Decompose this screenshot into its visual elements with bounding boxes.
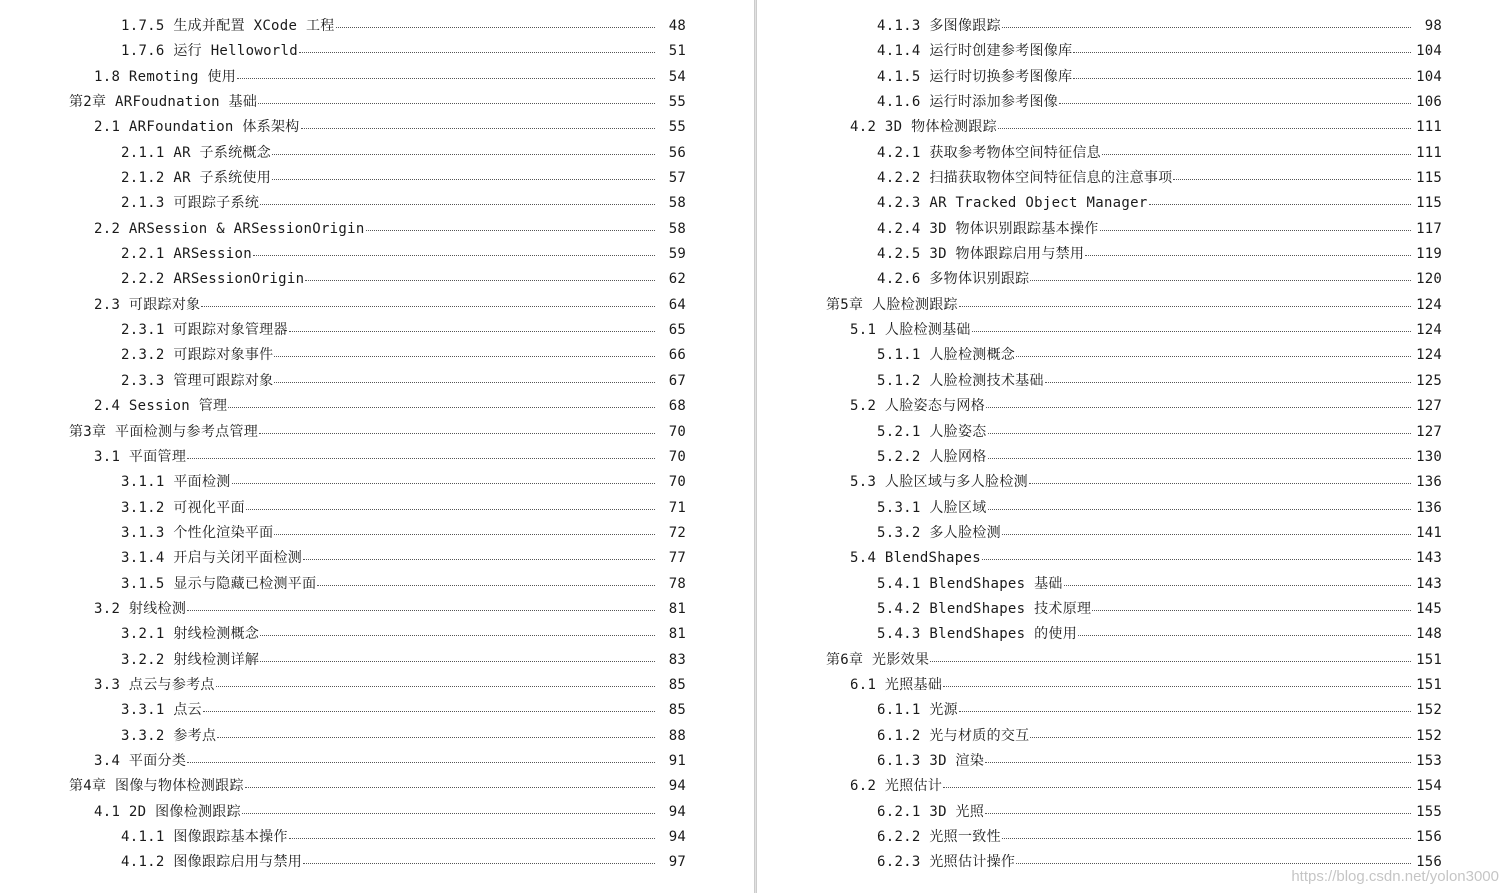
toc-entry-label: 6.2.1 3D 光照 bbox=[877, 803, 985, 820]
toc-entry[interactable] bbox=[757, 521, 1511, 546]
toc-entry-label: 4.1.3 多图像跟踪 bbox=[877, 18, 1001, 34]
toc-entry-page-number: 106 bbox=[1416, 94, 1442, 111]
dot-leader bbox=[242, 803, 655, 814]
dot-leader bbox=[274, 346, 655, 357]
toc-entry[interactable] bbox=[0, 318, 754, 343]
toc-entry[interactable] bbox=[757, 141, 1511, 166]
toc-entry[interactable] bbox=[757, 14, 1511, 39]
toc-entry-page-number: 56 bbox=[668, 144, 686, 161]
dot-leader bbox=[258, 93, 655, 104]
dot-leader bbox=[245, 777, 655, 788]
dot-leader bbox=[1092, 600, 1411, 611]
toc-entry-label: 2.1.2 AR 子系统使用 bbox=[121, 170, 272, 187]
toc-entry[interactable] bbox=[757, 622, 1511, 647]
toc-entry[interactable] bbox=[0, 267, 754, 292]
toc-entry[interactable] bbox=[757, 698, 1511, 723]
toc-entry-label: 5.3 人脸区域与多人脸检测 bbox=[850, 474, 1028, 491]
dot-leader bbox=[988, 423, 1411, 434]
toc-entry-page-number: 58 bbox=[668, 220, 686, 237]
toc-entry-page-number: 54 bbox=[668, 68, 686, 85]
toc-entry-label: 6.2.3 光照估计操作 bbox=[877, 854, 1016, 871]
toc-entry-page-number: 67 bbox=[668, 372, 686, 389]
toc-entry-page-number: 57 bbox=[668, 170, 686, 187]
toc-entry-page-number: 115 bbox=[1416, 195, 1442, 212]
toc-entry-label: 3.2 射线检测 bbox=[94, 600, 187, 617]
toc-entry-label: 6.2.2 光照一致性 bbox=[877, 829, 1001, 845]
dot-leader bbox=[303, 549, 655, 560]
toc-entry[interactable] bbox=[0, 774, 754, 799]
toc-entry-label: 2.1.3 可跟踪子系统 bbox=[121, 195, 260, 212]
dot-leader bbox=[959, 296, 1411, 307]
toc-entry-page-number: 71 bbox=[668, 499, 686, 516]
toc-entry[interactable] bbox=[0, 14, 754, 39]
toc-entry-page-number: 55 bbox=[668, 119, 686, 136]
dot-leader bbox=[299, 42, 655, 53]
dot-leader bbox=[986, 397, 1411, 408]
dot-leader bbox=[1059, 93, 1411, 104]
toc-entry[interactable] bbox=[757, 420, 1511, 445]
toc-entry[interactable] bbox=[0, 445, 754, 470]
toc-entry[interactable] bbox=[0, 850, 754, 875]
toc-entry-page-number: 143 bbox=[1416, 550, 1442, 567]
toc-entry-label: 4.1.5 运行时切换参考图像库 bbox=[877, 68, 1073, 85]
toc-entry[interactable] bbox=[0, 65, 754, 90]
toc-entry-page-number: 117 bbox=[1416, 220, 1442, 237]
toc-entry-label: 5.4 BlendShapes bbox=[850, 550, 981, 567]
dot-leader bbox=[301, 118, 655, 129]
toc-entry-label: 6.1.2 光与材质的交互 bbox=[877, 727, 1030, 744]
dot-leader bbox=[289, 828, 655, 839]
toc-entry[interactable] bbox=[0, 369, 754, 394]
toc-entry-page-number: 151 bbox=[1416, 651, 1442, 668]
toc-entry-label: 第4章 图像与物体检测跟踪 bbox=[69, 778, 244, 795]
toc-entry[interactable] bbox=[0, 496, 754, 521]
toc-entry-page-number: 62 bbox=[668, 271, 686, 288]
dot-leader bbox=[1002, 828, 1411, 839]
toc-entry[interactable] bbox=[757, 673, 1511, 698]
toc-entry-label: 2.4 Session 管理 bbox=[94, 398, 228, 415]
dot-leader bbox=[985, 752, 1411, 763]
toc-entry-page-number: 68 bbox=[668, 398, 686, 415]
dot-leader bbox=[930, 651, 1411, 662]
toc-entry-label: 2.2 ARSession & ARSessionOrigin bbox=[94, 220, 365, 237]
toc-entry[interactable] bbox=[757, 65, 1511, 90]
toc-entry-page-number: 94 bbox=[668, 829, 686, 845]
toc-entry[interactable] bbox=[757, 191, 1511, 216]
toc-entry[interactable] bbox=[757, 800, 1511, 825]
toc-entry-page-number: 153 bbox=[1416, 752, 1442, 769]
dot-leader bbox=[998, 118, 1411, 129]
toc-entry[interactable] bbox=[757, 318, 1511, 343]
toc-entry[interactable] bbox=[757, 724, 1511, 749]
dot-leader bbox=[982, 549, 1411, 560]
toc-entry-label: 2.3.3 管理可跟踪对象 bbox=[121, 372, 274, 389]
dot-leader bbox=[187, 752, 655, 763]
toc-entry[interactable] bbox=[0, 39, 754, 64]
dot-leader bbox=[972, 321, 1411, 332]
toc-entry-label: 3.3 点云与参考点 bbox=[94, 676, 215, 693]
toc-entry[interactable] bbox=[757, 242, 1511, 267]
toc-entry-page-number: 78 bbox=[668, 575, 686, 592]
toc-entry-page-number: 136 bbox=[1416, 474, 1442, 491]
toc-entry-label: 5.4.2 BlendShapes 技术原理 bbox=[877, 600, 1092, 617]
toc-entry-page-number: 124 bbox=[1416, 347, 1442, 364]
dot-leader bbox=[260, 651, 655, 662]
toc-entry-label: 5.1.2 人脸检测技术基础 bbox=[877, 372, 1044, 389]
toc-entry[interactable] bbox=[0, 470, 754, 495]
toc-entry[interactable] bbox=[0, 724, 754, 749]
toc-entry[interactable] bbox=[0, 622, 754, 647]
toc-entry-label: 4.2.5 3D 物体跟踪启用与禁用 bbox=[877, 246, 1085, 263]
toc-entry[interactable] bbox=[757, 115, 1511, 140]
dot-leader bbox=[305, 270, 655, 281]
dot-leader bbox=[988, 499, 1411, 510]
dot-leader bbox=[1100, 220, 1411, 231]
toc-entry-label: 6.1.3 3D 渲染 bbox=[877, 752, 985, 769]
dot-leader bbox=[1173, 169, 1411, 180]
toc-entry-label: 4.2.6 多物体识别跟踪 bbox=[877, 271, 1030, 288]
toc-entry-page-number: 70 bbox=[668, 448, 686, 465]
toc-entry-page-number: 59 bbox=[668, 246, 686, 263]
toc-entry[interactable] bbox=[0, 115, 754, 140]
toc-entry-page-number: 143 bbox=[1416, 575, 1442, 592]
toc-entry-label: 3.1.2 可视化平面 bbox=[121, 499, 245, 516]
toc-entry-page-number: 111 bbox=[1416, 144, 1442, 161]
toc-entry-page-number: 64 bbox=[668, 296, 686, 313]
toc-entry-label: 3.1.5 显示与隐藏已检测平面 bbox=[121, 575, 317, 592]
dot-leader bbox=[959, 701, 1411, 712]
toc-entry[interactable] bbox=[0, 825, 754, 850]
dot-leader bbox=[1002, 17, 1411, 28]
toc-entry[interactable] bbox=[0, 546, 754, 571]
dot-leader bbox=[1073, 42, 1411, 53]
toc-entry-page-number: 156 bbox=[1416, 854, 1442, 871]
toc-entry-label: 第2章 ARFoudnation 基础 bbox=[69, 94, 258, 111]
toc-entry-page-number: 81 bbox=[668, 626, 686, 643]
toc-entry-label: 5.1 人脸检测基础 bbox=[850, 322, 971, 339]
toc-entry-page-number: 130 bbox=[1416, 448, 1442, 465]
toc-entry-label: 6.2 光照估计 bbox=[850, 778, 943, 795]
toc-entry-page-number: 156 bbox=[1416, 829, 1442, 845]
toc-page-left bbox=[0, 0, 754, 893]
toc-entry-page-number: 115 bbox=[1416, 170, 1442, 187]
dot-leader bbox=[1030, 270, 1411, 281]
toc-page-right bbox=[757, 0, 1511, 893]
toc-entry[interactable] bbox=[0, 90, 754, 115]
dot-leader bbox=[201, 296, 655, 307]
toc-entry-label: 3.3.2 参考点 bbox=[121, 727, 217, 744]
dot-leader bbox=[187, 448, 655, 459]
toc-entry-label: 6.1.1 光源 bbox=[877, 702, 958, 719]
dot-leader bbox=[336, 17, 655, 28]
dot-leader bbox=[274, 524, 655, 535]
toc-entry[interactable] bbox=[757, 470, 1511, 495]
toc-entry[interactable] bbox=[0, 293, 754, 318]
toc-entry[interactable] bbox=[0, 648, 754, 673]
toc-entry-label: 3.1.4 开启与关闭平面检测 bbox=[121, 550, 303, 567]
toc-entry-label: 4.2.2 扫描获取物体空间特征信息的注意事项 bbox=[877, 170, 1173, 187]
toc-entry[interactable] bbox=[757, 166, 1511, 191]
dot-leader bbox=[985, 803, 1411, 814]
toc-entry[interactable] bbox=[757, 546, 1511, 571]
toc-entry-label: 4.2.4 3D 物体识别跟踪基本操作 bbox=[877, 220, 1099, 237]
toc-entry-label: 第6章 光影效果 bbox=[826, 651, 930, 668]
toc-entry[interactable] bbox=[0, 141, 754, 166]
toc-entry-label: 3.3.1 点云 bbox=[121, 702, 202, 719]
toc-entry[interactable] bbox=[757, 648, 1511, 673]
dot-leader bbox=[272, 144, 655, 155]
dot-leader bbox=[1016, 346, 1411, 357]
dot-leader bbox=[1030, 727, 1411, 738]
dot-leader bbox=[1073, 68, 1411, 79]
toc-entry-page-number: 152 bbox=[1416, 702, 1442, 719]
toc-entry-page-number: 151 bbox=[1416, 676, 1442, 693]
dot-leader bbox=[272, 169, 655, 180]
dot-leader bbox=[260, 194, 655, 205]
toc-entry-page-number: 136 bbox=[1416, 499, 1442, 516]
toc-entry-label: 5.3.2 多人脸检测 bbox=[877, 524, 1001, 541]
toc-entry-label: 6.1 光照基础 bbox=[850, 676, 943, 693]
toc-entry[interactable] bbox=[0, 242, 754, 267]
dot-leader bbox=[259, 423, 655, 434]
toc-entry[interactable] bbox=[0, 698, 754, 723]
toc-entry-label: 3.2.1 射线检测概念 bbox=[121, 626, 260, 643]
toc-entry-page-number: 125 bbox=[1416, 372, 1442, 389]
dot-leader bbox=[246, 499, 655, 510]
toc-entry[interactable] bbox=[757, 369, 1511, 394]
toc-entry[interactable] bbox=[757, 217, 1511, 242]
toc-entry-page-number: 66 bbox=[668, 347, 686, 364]
toc-entry-label: 2.3.1 可跟踪对象管理器 bbox=[121, 322, 288, 339]
toc-entry-page-number: 72 bbox=[668, 524, 686, 541]
toc-entry[interactable] bbox=[757, 749, 1511, 774]
watermark: https://blog.csdn.net/yolon3000 bbox=[1291, 868, 1499, 885]
toc-entry-label: 5.4.1 BlendShapes 基础 bbox=[877, 575, 1063, 592]
toc-entry-page-number: 65 bbox=[668, 322, 686, 339]
toc-entry-page-number: 127 bbox=[1416, 423, 1442, 440]
toc-entry-page-number: 104 bbox=[1416, 43, 1442, 60]
toc-entry-label: 2.2.1 ARSession bbox=[121, 246, 252, 263]
toc-entry-page-number: 70 bbox=[668, 423, 686, 440]
toc-entry-label: 2.3 可跟踪对象 bbox=[94, 296, 201, 313]
toc-entry-label: 5.3.1 人脸区域 bbox=[877, 499, 987, 516]
toc-entry-label: 4.2.1 获取参考物体空间特征信息 bbox=[877, 144, 1101, 161]
dot-leader bbox=[317, 575, 655, 586]
toc-entry-label: 5.2.2 人脸网格 bbox=[877, 448, 987, 465]
dot-leader bbox=[232, 473, 655, 484]
toc-entry[interactable] bbox=[757, 572, 1511, 597]
toc-entry[interactable] bbox=[0, 800, 754, 825]
toc-entry[interactable] bbox=[757, 774, 1511, 799]
toc-entry-page-number: 145 bbox=[1416, 600, 1442, 617]
toc-entry-label: 4.2.3 AR Tracked Object Manager bbox=[877, 195, 1148, 212]
dot-leader bbox=[1102, 144, 1411, 155]
toc-entry-page-number: 104 bbox=[1416, 68, 1442, 85]
toc-entry[interactable] bbox=[0, 343, 754, 368]
toc-entry-label: 4.2 3D 物体检测跟踪 bbox=[850, 119, 997, 136]
toc-entry-label: 4.1.1 图像跟踪基本操作 bbox=[121, 829, 288, 845]
toc-entry[interactable] bbox=[0, 191, 754, 216]
toc-entry[interactable] bbox=[757, 293, 1511, 318]
toc-entry-page-number: 55 bbox=[668, 94, 686, 111]
toc-entry-page-number: 51 bbox=[668, 43, 686, 60]
toc-entry-label: 5.2.1 人脸姿态 bbox=[877, 423, 987, 440]
toc-entry-page-number: 124 bbox=[1416, 296, 1442, 313]
toc-entry-label: 3.2.2 射线检测详解 bbox=[121, 651, 260, 668]
dot-leader bbox=[1149, 194, 1411, 205]
toc-entry[interactable] bbox=[0, 166, 754, 191]
toc-entry-page-number: 85 bbox=[668, 702, 686, 719]
toc-entry-label: 第3章 平面检测与参考点管理 bbox=[69, 423, 259, 440]
toc-entry[interactable] bbox=[0, 673, 754, 698]
dot-leader bbox=[1078, 625, 1411, 636]
dot-leader bbox=[289, 321, 655, 332]
dot-leader bbox=[303, 853, 655, 864]
toc-entry-label: 3.1.1 平面检测 bbox=[121, 474, 231, 491]
toc-entry-page-number: 58 bbox=[668, 195, 686, 212]
dot-leader bbox=[1016, 853, 1411, 864]
toc-entry-page-number: 98 bbox=[1424, 18, 1442, 34]
dot-leader bbox=[943, 777, 1411, 788]
toc-entry-page-number: 94 bbox=[668, 778, 686, 795]
toc-entry[interactable] bbox=[0, 597, 754, 622]
toc-entry-page-number: 155 bbox=[1416, 803, 1442, 820]
toc-entry-page-number: 148 bbox=[1416, 626, 1442, 643]
toc-entry-label: 1.8 Remoting 使用 bbox=[94, 68, 237, 85]
toc-entry[interactable] bbox=[757, 597, 1511, 622]
dot-leader bbox=[203, 701, 655, 712]
toc-entry[interactable] bbox=[0, 217, 754, 242]
dot-leader bbox=[187, 600, 655, 611]
toc-entry[interactable] bbox=[0, 521, 754, 546]
toc-entry-page-number: 85 bbox=[668, 676, 686, 693]
toc-entry[interactable] bbox=[0, 420, 754, 445]
toc-entry-page-number: 70 bbox=[668, 474, 686, 491]
dot-leader bbox=[1029, 473, 1411, 484]
toc-entry[interactable] bbox=[757, 343, 1511, 368]
toc-entry-page-number: 120 bbox=[1416, 271, 1442, 288]
toc-entry-label: 3.1.3 个性化渲染平面 bbox=[121, 524, 274, 541]
toc-entry-label: 第5章 人脸检测跟踪 bbox=[826, 296, 958, 313]
toc-list-right bbox=[757, 14, 1511, 876]
toc-entry-page-number: 48 bbox=[668, 18, 686, 34]
toc-entry[interactable] bbox=[0, 394, 754, 419]
toc-entry-page-number: 94 bbox=[668, 803, 686, 820]
dot-leader bbox=[237, 68, 655, 79]
dot-leader bbox=[274, 372, 655, 383]
dot-leader bbox=[216, 676, 655, 687]
toc-entry[interactable] bbox=[757, 267, 1511, 292]
dot-leader bbox=[366, 220, 655, 231]
toc-entry-label: 3.4 平面分类 bbox=[94, 752, 187, 769]
toc-entry[interactable] bbox=[757, 825, 1511, 850]
toc-entry-label: 2.1 ARFoundation 体系架构 bbox=[94, 119, 300, 136]
toc-entry-label: 1.7.5 生成并配置 XCode 工程 bbox=[121, 18, 335, 34]
toc-entry-page-number: 77 bbox=[668, 550, 686, 567]
toc-entry[interactable] bbox=[757, 496, 1511, 521]
dot-leader bbox=[217, 727, 655, 738]
dot-leader bbox=[1045, 372, 1411, 383]
dot-leader bbox=[253, 245, 655, 256]
toc-entry-label: 4.1.4 运行时创建参考图像库 bbox=[877, 43, 1073, 60]
toc-entry[interactable] bbox=[757, 39, 1511, 64]
toc-entry-page-number: 88 bbox=[668, 727, 686, 744]
toc-entry-label: 5.2 人脸姿态与网格 bbox=[850, 398, 986, 415]
toc-entry[interactable] bbox=[757, 445, 1511, 470]
toc-entry-label: 2.1.1 AR 子系统概念 bbox=[121, 144, 272, 161]
toc-entry-page-number: 124 bbox=[1416, 322, 1442, 339]
toc-list-left bbox=[0, 14, 754, 876]
dot-leader bbox=[260, 625, 655, 636]
toc-entry-page-number: 154 bbox=[1416, 778, 1442, 795]
toc-entry[interactable] bbox=[757, 90, 1511, 115]
dot-leader bbox=[1085, 245, 1411, 256]
toc-entry[interactable] bbox=[0, 572, 754, 597]
toc-entry-label: 1.7.6 运行 Helloworld bbox=[121, 43, 298, 60]
toc-entry-page-number: 111 bbox=[1416, 119, 1442, 136]
toc-entry-label: 3.1 平面管理 bbox=[94, 448, 187, 465]
toc-entry-page-number: 81 bbox=[668, 600, 686, 617]
toc-entry-label: 4.1 2D 图像检测跟踪 bbox=[94, 803, 241, 820]
toc-entry-label: 2.2.2 ARSessionOrigin bbox=[121, 271, 305, 288]
toc-entry-page-number: 127 bbox=[1416, 398, 1442, 415]
dot-leader bbox=[228, 397, 655, 408]
toc-entry-page-number: 141 bbox=[1416, 524, 1442, 541]
dot-leader bbox=[1002, 524, 1411, 535]
toc-entry-page-number: 97 bbox=[668, 854, 686, 871]
toc-entry[interactable] bbox=[0, 749, 754, 774]
toc-entry-page-number: 119 bbox=[1416, 246, 1442, 263]
toc-entry-label: 4.1.2 图像跟踪启用与禁用 bbox=[121, 854, 303, 871]
toc-entry-page-number: 91 bbox=[668, 752, 686, 769]
toc-entry-label: 2.3.2 可跟踪对象事件 bbox=[121, 347, 274, 364]
toc-entry-page-number: 152 bbox=[1416, 727, 1442, 744]
toc-entry[interactable] bbox=[757, 394, 1511, 419]
dot-leader bbox=[988, 448, 1411, 459]
toc-entry-label: 4.1.6 运行时添加参考图像 bbox=[877, 94, 1059, 111]
dot-leader bbox=[1064, 575, 1411, 586]
toc-entry-label: 5.1.1 人脸检测概念 bbox=[877, 347, 1016, 364]
dot-leader bbox=[943, 676, 1411, 687]
toc-entry-page-number: 83 bbox=[668, 651, 686, 668]
toc-entry-label: 5.4.3 BlendShapes 的使用 bbox=[877, 626, 1078, 643]
